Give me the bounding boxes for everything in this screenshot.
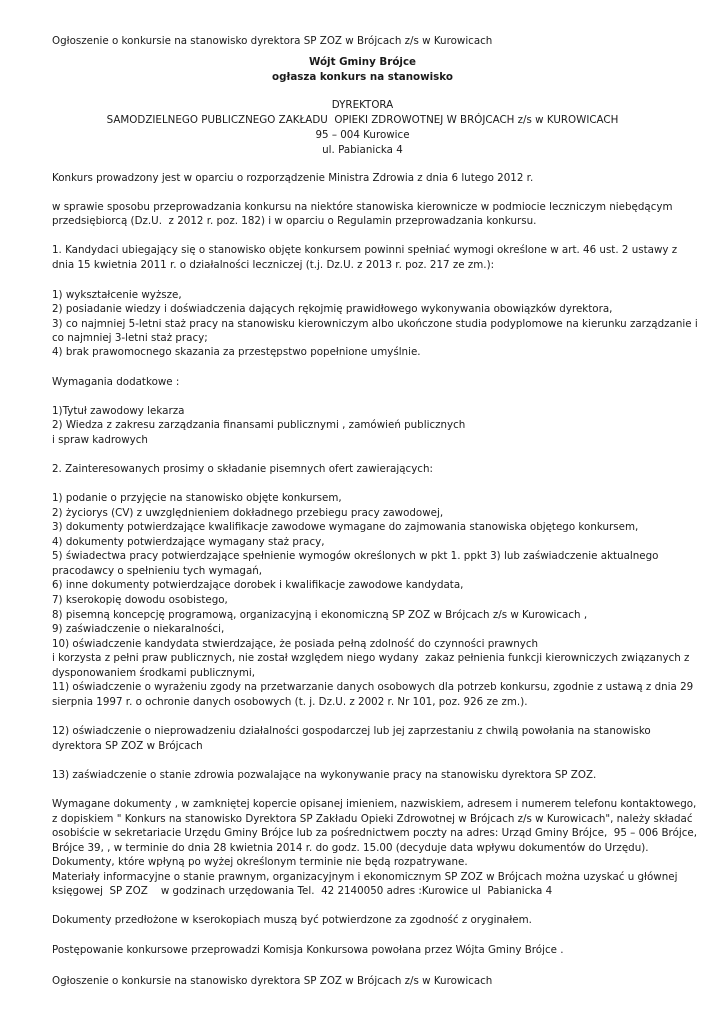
document-item: pracodawcy o spełnieniu tych wymagań, [52, 565, 263, 577]
header-line: Ogłoszenie o konkursie na stanowisko dyrektora SP ZOZ w Brójcach z/s w Kurowicach [52, 35, 493, 47]
document-item: dysponowaniem środkami publicznymi, [52, 667, 256, 679]
section2-intro: 2. Zainteresowanych prosimy o składanie pisemnych ofert zawierających: [52, 463, 433, 475]
street-address: ul. Pabianicka 4 [322, 144, 403, 156]
document-item: 4) dokumenty potwierdzające wymagany staż pracy, [52, 536, 325, 548]
commission-note: Postępowanie konkursowe przeprowadzi Komisja Konkursowa powołana przez Wójta Gminy Brójce . [52, 944, 564, 956]
document-item-12: 12) oświadczenie o nieprowadzeniu działalności gospodarczej lub jej zaprzestaniu z chwilą powołania na stanowisko [52, 725, 651, 737]
document-item: i korzysta z pełni praw publicznych, nie został względem niego wydany zakaz pełnienia funkcji kierowniczych związanych z [52, 652, 690, 664]
document-item: 8) pisemną koncepcję programową, organizacyjną i ekonomiczną SP ZOZ w Brójcach z/s w Kurowicach , [52, 609, 588, 621]
submission-line: Wymagane dokumenty , w zamkniętej kopercie opisanej imieniem, nazwiskiem, adresem i numerem telefonu kontaktowego, [52, 798, 697, 810]
submission-line: z dopiskiem " Konkurs na stanowisko Dyrektora SP Zakładu Opieki Zdrowotnej w Brójcach z/s w Kurowicach", należy składać [52, 813, 693, 825]
document-item: 5) świadectwa pracy potwierdzające spełnienie wymogów określonych w pkt 1. ppkt 3) lub zaświadczenie aktualnego [52, 550, 659, 562]
document-item: sierpnia 1997 r. o ochronie danych osobowych (t. j. Dz.U. z 2002 r. Nr 101, poz. 926 ze zm.). [52, 696, 528, 708]
additional-item: 1)Tytuł zawodowy lekarza [52, 405, 185, 417]
submission-line: księgowej SP ZOZ w godzinach urzędowania Tel. 42 2140050 adres :Kurowice ul Pabianicka 4 [52, 885, 553, 897]
requirement-item: 4) brak prawomocnego skazania za przestępstwo popełnione umyślnie. [52, 346, 421, 358]
requirement-item: 2) posiadanie wiedzy i doświadczenia dających rękojmię prawidłowego wykonywania obowiązków dyrektora, [52, 303, 613, 315]
document-item: 11) oświadczenie o wyrażeniu zgody na przetwarzanie danych osobowych dla potrzeb konkursu, zgodnie z ustawą z dnia 29 [52, 681, 694, 693]
additional-heading: Wymagania dodatkowe : [52, 376, 180, 388]
document-item: 3) dokumenty potwierdzające kwalifikacje zawodowe wymagane do zajmowania stanowiska objętego konkursem, [52, 521, 639, 533]
document-item: 6) inne dokumenty potwierdzające dorobek i kwalifikacje zawodowe kandydata, [52, 579, 464, 591]
submission-line: Materiały informacyjne o stanie prawnym, organizacyjnym i ekonomicznym SP ZOZ w Brójcach można uzyskać u głównej [52, 871, 678, 883]
regulation-line: w sprawie sposobu przeprowadzania konkursu na niektóre stanowiska kierownicze w podmiocie leczniczym niebędącym [52, 201, 673, 213]
section1-intro: 1. Kandydaci ubiegający się o stanowisko objęte konkursem powinni spełniać wymogi określone w art. 46 ust. 2 ustawy z [52, 244, 678, 256]
footer-line: Ogłoszenie o konkursie na stanowisko dyrektora SP ZOZ w Brójcach z/s w Kurowicach [52, 975, 493, 987]
document-item: 2) życiorys (CV) z uwzględnieniem dokładnego przebiegu pracy zawodowej, [52, 507, 444, 519]
postal-code: 95 – 004 Kurowice [315, 129, 410, 141]
requirement-item: 1) wykształcenie wyższe, [52, 289, 182, 301]
copies-note: Dokumenty przedłożone w kserokopiach muszą być potwierdzone za zgodność z oryginałem. [52, 914, 532, 926]
document-item: 10) oświadczenie kandydata stwierdzające, że posiada pełną zdolność do czynności prawnych [52, 638, 539, 650]
document-item: 9) zaświadczenie o niekaralności, [52, 623, 225, 635]
submission-line: Dokumenty, które wpłyną po wyżej określonym terminie nie będą rozpatrywane. [52, 856, 468, 868]
document-item: 1) podanie o przyjęcie na stanowisko objęte konkursem, [52, 492, 342, 504]
position-title: DYREKTORA [331, 99, 394, 111]
additional-item: 2) Wiedza z zakresu zarządzania finansami publicznymi , zamówień publicznych [52, 419, 466, 431]
requirement-item: co najmniej 3-letni staż pracy; [52, 332, 208, 344]
submission-line: osobiście w sekretariacie Urzędu Gminy Brójce lub za pośrednictwem poczty na adres: Urząd Gminy Brójce, 95 – 006 Brójce, [52, 827, 697, 839]
title-mayor: Wójt Gminy Brójce [308, 56, 417, 68]
submission-line: Brójce 39, , w terminie do dnia 28 kwietnia 2014 r. do godz. 15.00 (decyduje data wpływu dokumentów do Urzędu). [52, 842, 649, 854]
institution-name: SAMODZIELNEGO PUBLICZNEGO ZAKŁADU OPIEKI ZDROWOTNEJ W BRÓJCACH z/s w KUROWICACH [106, 114, 619, 126]
requirement-item: 3) co najmniej 5-letni staż pracy na stanowisku kierowniczym albo ukończone studia podyplomowe na kierunku zarządzanie i [52, 318, 698, 330]
regulation-line: przedsiębiorcą (Dz.U. z 2012 r. poz. 182) i w oparciu o Regulamin przeprowadzania konkursu. [52, 215, 537, 227]
title-announces: ogłasza konkurs na stanowisko [272, 71, 453, 83]
document-item: 7) kserokopię dowodu osobistego, [52, 594, 228, 606]
document-item-12: dyrektora SP ZOZ w Brójcach [52, 740, 203, 752]
document-item-13: 13) zaświadczenie o stanie zdrowia pozwalające na wykonywanie pracy na stanowisku dyrektora SP ZOZ. [52, 769, 597, 781]
section1-intro: dnia 15 kwietnia 2011 r. o działalności leczniczej (t.j. Dz.U. z 2013 r. poz. 217 ze zm.): [52, 259, 495, 271]
additional-item: i spraw kadrowych [52, 434, 148, 446]
legal-basis: Konkurs prowadzony jest w oparciu o rozporządzenie Ministra Zdrowia z dnia 6 lutego 2012 r. [52, 172, 534, 184]
